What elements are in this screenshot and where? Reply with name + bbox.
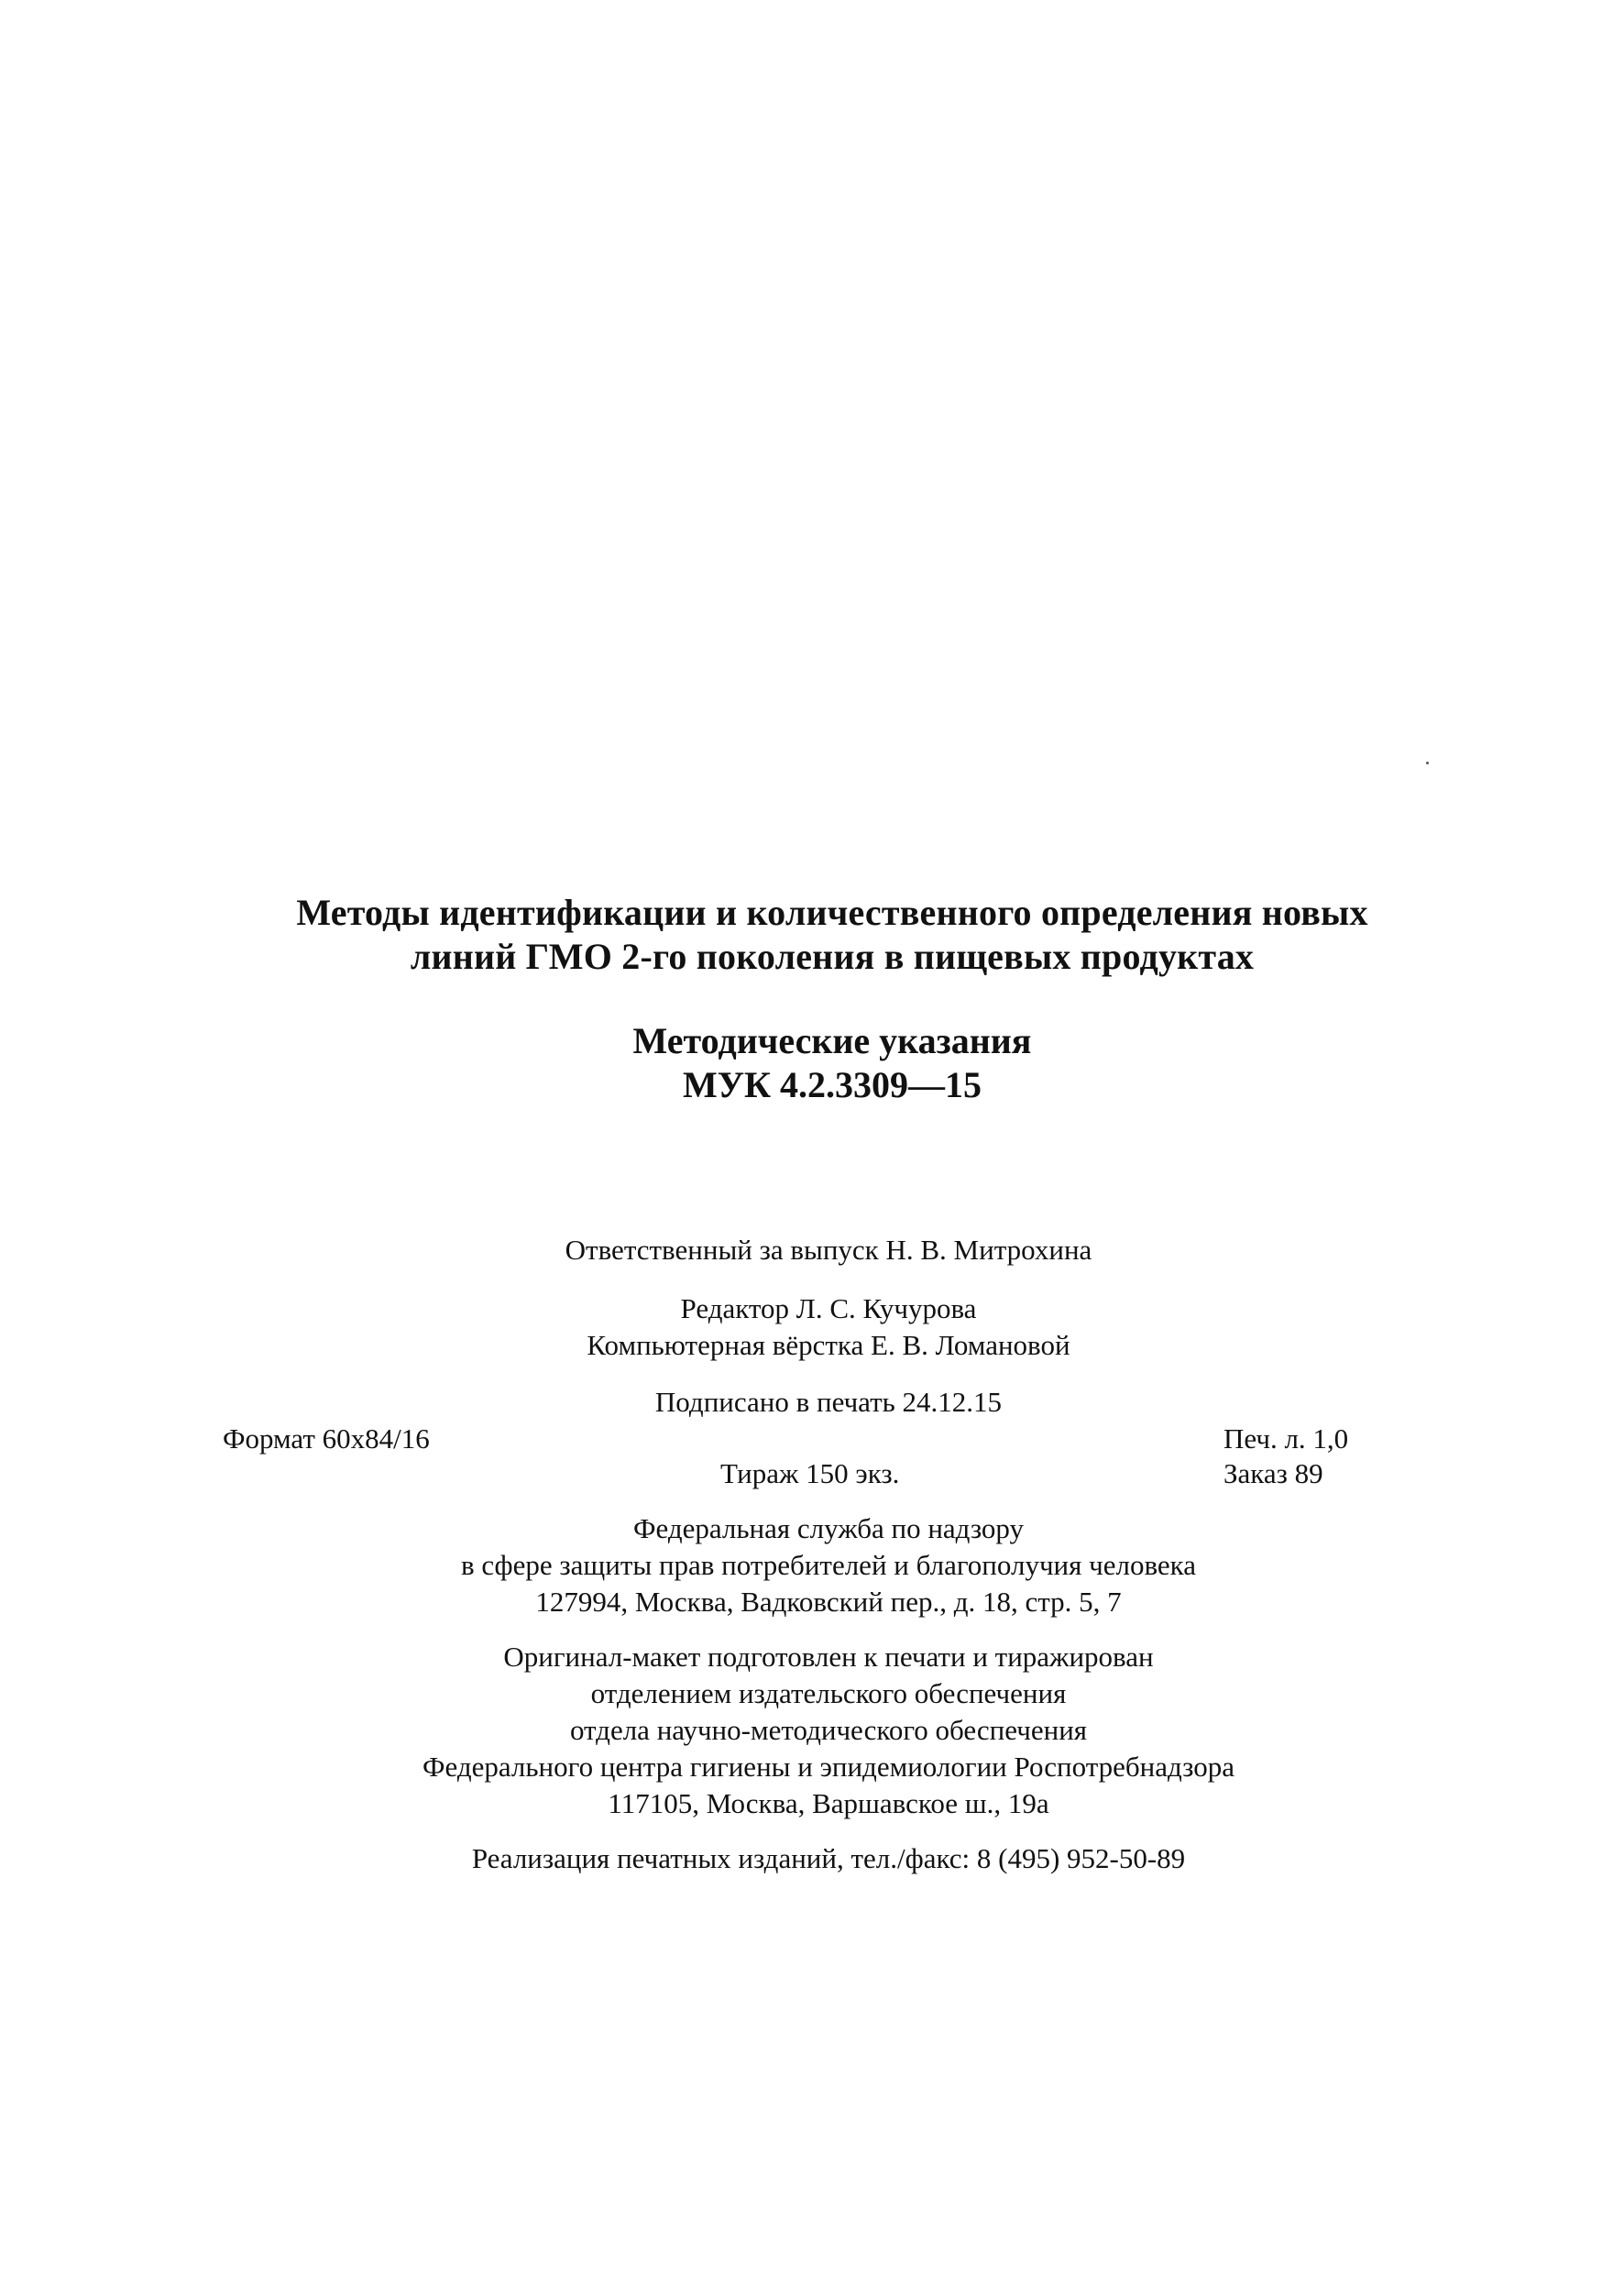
document-title-line-2: линий ГМО 2-го поколения в пищевых продуктах — [410, 936, 1255, 977]
order-line: Заказ 89 — [1223, 1457, 1323, 1489]
producer-address: 117105, Москва, Варшавское ш., 19а — [608, 1787, 1049, 1819]
producer-line-4: Федерального центра гигиены и эпидемиологии Роспотребнадзора — [422, 1751, 1234, 1783]
producer-line-2: отделением издательского обеспечения — [590, 1677, 1067, 1709]
publisher-line-2: в сфере защиты прав потребителей и благополучия человека — [460, 1549, 1197, 1581]
producer-line-3: отдела научно-методического обеспечения — [569, 1714, 1088, 1746]
document-title-line-1: Методы идентификации и количественного определения новых — [296, 892, 1368, 933]
sales-contact-line: Реализация печатных изданий, тел./факс: 8 (495) 952-50-89 — [471, 1842, 1186, 1874]
print-run-line: Тираж 150 экз. — [720, 1457, 900, 1489]
producer-line-1: Оригинал-макет подготовлен к печати и тиражирован — [503, 1641, 1154, 1673]
publisher-address: 127994, Москва, Вадковский пер., д. 18, стр. 5, 7 — [535, 1586, 1122, 1618]
editor-line: Редактор Л. С. Кучурова — [680, 1292, 977, 1324]
signed-line: Подписано в печать 24.12.15 — [654, 1386, 1003, 1418]
layout-line: Компьютерная вёрстка Е. В. Ломановой — [587, 1329, 1070, 1361]
responsible-line: Ответственный за выпуск Н. В. Митрохина — [565, 1234, 1092, 1266]
scan-speck — [1426, 762, 1429, 764]
sheets-line: Печ. л. 1,0 — [1223, 1422, 1349, 1455]
publisher-line-1: Федеральная служба по надзору — [633, 1512, 1024, 1544]
format-line: Формат 60х84/16 — [223, 1422, 430, 1455]
document-code: МУК 4.2.3309—15 — [682, 1064, 982, 1105]
document-type: Методические указания — [632, 1020, 1032, 1061]
